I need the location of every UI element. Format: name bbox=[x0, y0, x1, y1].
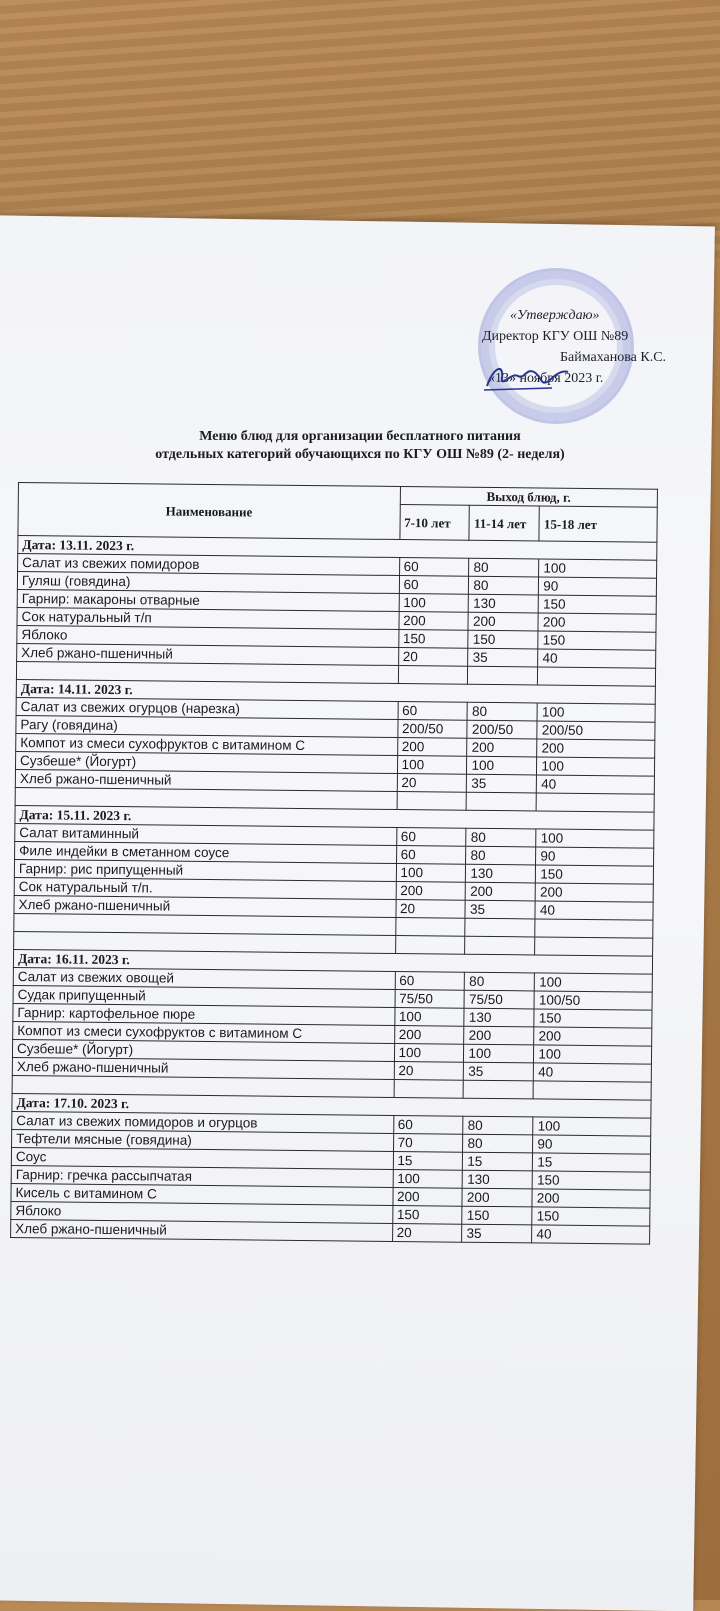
portion-value: 200 bbox=[534, 1027, 652, 1046]
empty-cell bbox=[535, 919, 653, 938]
portion-value: 80 bbox=[466, 828, 536, 847]
portion-value: 200 bbox=[468, 612, 538, 631]
portion-value: 20 bbox=[397, 773, 467, 792]
portion-value: 200/50 bbox=[397, 719, 467, 738]
portion-value: 90 bbox=[536, 847, 654, 866]
portion-value: 200 bbox=[537, 739, 655, 758]
portion-value: 200/50 bbox=[467, 720, 537, 739]
portion-value: 150 bbox=[536, 865, 654, 884]
portion-value: 150 bbox=[534, 1009, 652, 1028]
empty-cell bbox=[395, 917, 465, 936]
portion-value: 150 bbox=[468, 630, 538, 649]
dish-name: Судак припущенный bbox=[13, 985, 395, 1007]
empty-cell bbox=[395, 935, 465, 954]
portion-value: 200 bbox=[535, 883, 653, 902]
portion-value: 75/50 bbox=[395, 989, 465, 1008]
dish-name: Яблоко bbox=[17, 625, 399, 647]
portion-value: 150 bbox=[538, 595, 656, 614]
portion-value: 150 bbox=[398, 629, 468, 648]
date-cell: Дата: 13.11. 2023 г. bbox=[18, 536, 657, 561]
portion-value: 150 bbox=[532, 1171, 650, 1190]
portion-value: 20 bbox=[396, 899, 466, 918]
portion-value: 35 bbox=[464, 1062, 534, 1081]
empty-cell bbox=[394, 1079, 464, 1098]
date-cell: Дата: 15.11. 2023 г. bbox=[15, 805, 654, 830]
empty-cell bbox=[464, 1080, 534, 1099]
empty-cell bbox=[536, 793, 654, 812]
portion-value: 40 bbox=[535, 901, 653, 920]
dish-name: Компот из смеси сухофруктов с витамином С bbox=[13, 1021, 395, 1043]
portion-value: 200 bbox=[538, 613, 656, 632]
portion-value: 15 bbox=[463, 1152, 533, 1171]
dish-name: Гарнир: гречка рассыпчатая bbox=[11, 1165, 393, 1187]
portion-value: 100 bbox=[535, 973, 653, 992]
approval-name: Баймаханова К.С. bbox=[560, 350, 667, 365]
dish-name: Кисель с витамином С bbox=[11, 1183, 393, 1205]
portion-value: 150 bbox=[392, 1205, 462, 1224]
empty-cell bbox=[467, 792, 537, 811]
portion-value: 100 bbox=[394, 1043, 464, 1062]
dish-name: Сок натуральный т/п. bbox=[14, 877, 396, 899]
portion-value: 35 bbox=[465, 900, 535, 919]
portion-value: 100 bbox=[464, 1044, 534, 1063]
portion-value: 80 bbox=[463, 1116, 533, 1135]
portion-value: 40 bbox=[537, 775, 655, 794]
portion-value: 130 bbox=[464, 1008, 534, 1027]
dish-name: Салат из свежих огурцов (нарезка) bbox=[16, 697, 398, 719]
portion-value: 200 bbox=[394, 1025, 464, 1044]
dish-name: Гуляш (говядина) bbox=[17, 572, 399, 594]
handwritten-signature bbox=[482, 358, 572, 398]
dish-name: Яблоко bbox=[11, 1201, 393, 1223]
portion-value: 200 bbox=[464, 1026, 534, 1045]
portion-value: 80 bbox=[469, 558, 539, 577]
portion-value: 35 bbox=[468, 648, 538, 667]
portion-value: 200 bbox=[396, 881, 466, 900]
dish-name: Сузбеше* (Йогурт) bbox=[12, 1039, 394, 1061]
menu-table bbox=[10, 482, 658, 1245]
portion-value: 200 bbox=[462, 1188, 532, 1207]
empty-cell bbox=[533, 1081, 651, 1100]
portion-value: 100 bbox=[533, 1117, 651, 1136]
portion-value: 75/50 bbox=[464, 990, 534, 1009]
dish-name: Хлеб ржано-пшеничный bbox=[12, 1057, 394, 1079]
empty-cell bbox=[398, 665, 468, 684]
portion-value: 35 bbox=[467, 774, 537, 793]
portion-value: 40 bbox=[538, 649, 656, 668]
dish-name: Сузбеше* (Йогурт) bbox=[15, 751, 397, 773]
date-cell: Дата: 17.10. 2023 г. bbox=[12, 1093, 651, 1118]
approval-title: «Утверждаю» bbox=[510, 308, 600, 323]
portion-value: 20 bbox=[394, 1061, 464, 1080]
portion-value: 100 bbox=[399, 593, 469, 612]
portion-value: 100 bbox=[537, 703, 655, 722]
portion-value: 80 bbox=[466, 846, 536, 865]
dish-name: Гарнир: картофельное пюре bbox=[13, 1003, 395, 1025]
portion-value: 60 bbox=[396, 827, 466, 846]
portion-value: 80 bbox=[469, 576, 539, 595]
portion-value: 90 bbox=[539, 577, 657, 596]
document-title bbox=[100, 428, 620, 463]
portion-value: 40 bbox=[532, 1225, 650, 1244]
dish-name: Сок натуральный т/п bbox=[17, 607, 399, 629]
approval-date: «13» ноября 2023 г. bbox=[488, 371, 604, 386]
dish-name: Салат из свежих помидоров и огурцов bbox=[12, 1111, 394, 1133]
header-age-15-18: 15-18 лет bbox=[539, 506, 657, 542]
dish-name: Салат витаминный bbox=[15, 823, 397, 845]
portion-value: 200 bbox=[397, 737, 467, 756]
dish-name: Рагу (говядина) bbox=[16, 715, 398, 737]
portion-value: 60 bbox=[393, 1115, 463, 1134]
dish-name: Гарнир: рис припущенный bbox=[14, 859, 396, 881]
menu-body bbox=[11, 536, 657, 1245]
dish-name: Тефтели мясные (говядина) bbox=[12, 1129, 394, 1151]
portion-value: 200 bbox=[399, 611, 469, 630]
header-output: Выход блюд, г. bbox=[400, 487, 658, 508]
portion-value: 40 bbox=[534, 1063, 652, 1082]
portion-value: 100 bbox=[397, 755, 467, 774]
portion-value: 80 bbox=[463, 1134, 533, 1153]
portion-value: 100 bbox=[537, 757, 655, 776]
date-cell: Дата: 14.11. 2023 г. bbox=[16, 679, 655, 704]
portion-value: 100 bbox=[393, 1169, 463, 1188]
portion-value: 35 bbox=[462, 1224, 532, 1243]
header-name: Наименование bbox=[18, 483, 400, 540]
dish-name: Филе индейки в сметанном соусе bbox=[15, 841, 397, 863]
portion-value: 130 bbox=[469, 594, 539, 613]
portion-value: 150 bbox=[462, 1206, 532, 1225]
portion-value: 80 bbox=[465, 972, 535, 991]
portion-value: 100 bbox=[539, 559, 657, 578]
empty-cell bbox=[465, 936, 535, 955]
approval-director: Директор КГУ ОШ №89 bbox=[482, 329, 629, 344]
portion-value: 15 bbox=[393, 1151, 463, 1170]
date-cell: Дата: 16.11. 2023 г. bbox=[13, 949, 652, 974]
portion-value: 100 bbox=[467, 756, 537, 775]
dish-name: Салат из свежих помидоров bbox=[18, 554, 400, 576]
portion-value: 200 bbox=[466, 882, 536, 901]
dish-name: Хлеб ржано-пшеничный bbox=[17, 643, 399, 665]
portion-value: 100/50 bbox=[534, 991, 652, 1010]
portion-value: 150 bbox=[538, 631, 656, 650]
portion-value: 60 bbox=[398, 701, 468, 720]
portion-value: 200 bbox=[467, 738, 537, 757]
portion-value: 20 bbox=[398, 647, 468, 666]
portion-value: 90 bbox=[533, 1135, 651, 1154]
portion-value: 130 bbox=[466, 864, 536, 883]
header-age-7-10: 7-10 лет bbox=[399, 504, 469, 540]
portion-value: 60 bbox=[399, 575, 469, 594]
dish-name: Хлеб ржано-пшеничный bbox=[15, 769, 397, 791]
portion-value: 200 bbox=[532, 1189, 650, 1208]
portion-value: 80 bbox=[467, 702, 537, 721]
dish-name: Хлеб ржано-пшеничный bbox=[11, 1219, 393, 1241]
portion-value: 60 bbox=[396, 845, 466, 864]
header-age-11-14: 11-14 лет bbox=[469, 505, 539, 541]
empty-cell bbox=[535, 937, 653, 956]
dish-name: Соус bbox=[11, 1147, 393, 1169]
empty-cell bbox=[465, 918, 535, 937]
portion-value: 60 bbox=[399, 557, 469, 576]
empty-cell bbox=[397, 791, 467, 810]
title-line-1: Меню блюд для организации бесплатного питания bbox=[199, 429, 521, 444]
portion-value: 70 bbox=[393, 1133, 463, 1152]
empty-cell bbox=[468, 666, 538, 685]
portion-value: 100 bbox=[534, 1045, 652, 1064]
empty-cell bbox=[538, 667, 656, 686]
portion-value: 100 bbox=[394, 1007, 464, 1026]
title-line-2: отдельных категорий обучающихся по КГУ ОШ №89 (2- неделя) bbox=[155, 446, 565, 462]
dish-name: Гарнир: макароны отварные bbox=[17, 589, 399, 611]
portion-value: 100 bbox=[396, 863, 466, 882]
portion-value: 130 bbox=[463, 1170, 533, 1189]
dish-name: Салат из свежих овощей bbox=[13, 967, 395, 989]
portion-value: 15 bbox=[533, 1153, 651, 1172]
dish-name: Хлеб ржано-пшеничный bbox=[14, 895, 396, 917]
portion-value: 200/50 bbox=[537, 721, 655, 740]
portion-value: 200 bbox=[392, 1187, 462, 1206]
portion-value: 60 bbox=[395, 971, 465, 990]
portion-value: 100 bbox=[536, 829, 654, 848]
portion-value: 20 bbox=[392, 1223, 462, 1242]
portion-value: 150 bbox=[532, 1207, 650, 1226]
dish-name: Компот из смеси сухофруктов с витамином С bbox=[16, 733, 398, 755]
